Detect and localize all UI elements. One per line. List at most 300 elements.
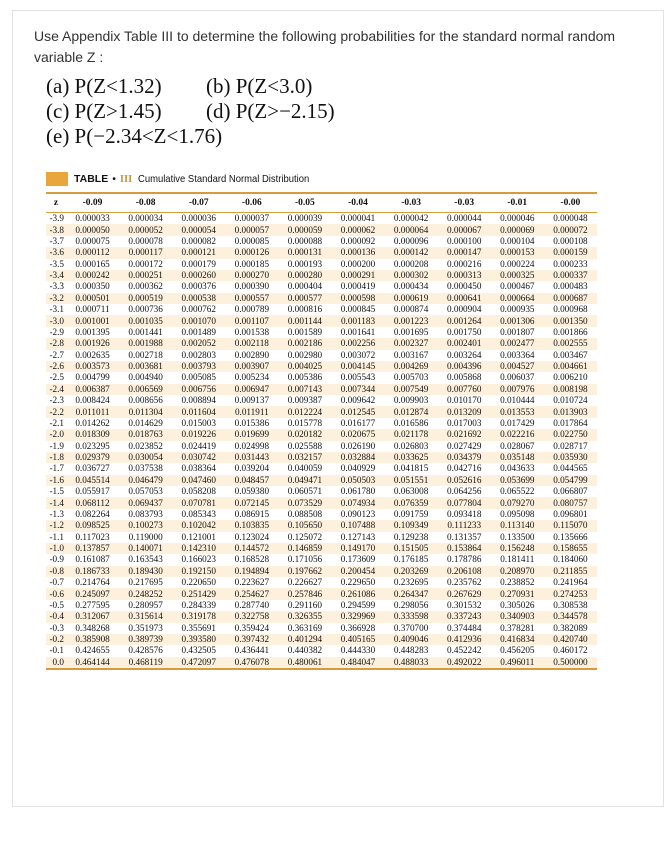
probability-cell: 0.037538 xyxy=(128,463,163,474)
probability-cell: 0.030054 xyxy=(119,452,172,463)
probability-cell: 0.038364 xyxy=(181,463,216,474)
probability-cell: 0.020675 xyxy=(331,429,384,440)
probability-cell: 0.001395 xyxy=(75,326,110,337)
probability-cell: 0.000100 xyxy=(446,235,482,246)
probability-cell: 0.009642 xyxy=(340,395,376,406)
probability-cell: 0.103835 xyxy=(225,520,278,531)
probability-cell: 0.003264 xyxy=(446,349,482,360)
probability-cell: 0.000193 xyxy=(287,258,323,269)
probability-cell: 0.000112 xyxy=(66,247,119,258)
column-header-z: z xyxy=(46,193,66,213)
probability-cell: 0.004025 xyxy=(278,361,331,372)
probability-cell: 0.053699 xyxy=(491,475,544,486)
column-header: -0.09 xyxy=(66,193,119,213)
probability-cell: 0.049471 xyxy=(278,475,331,486)
probability-cell: 0.270931 xyxy=(491,588,544,599)
probability-cell: 0.226627 xyxy=(287,577,323,588)
probability-cell: 0.133500 xyxy=(500,531,535,542)
probability-cell: 0.000054 xyxy=(172,224,225,235)
probability-cell: 0.045514 xyxy=(66,475,119,486)
probability-cell: 0.029379 xyxy=(66,452,119,463)
probability-cell: 0.393580 xyxy=(172,634,225,645)
probability-cell: 0.476078 xyxy=(225,657,278,668)
probability-cell: 0.382089 xyxy=(553,622,588,633)
probability-cell: 0.007976 xyxy=(491,384,544,395)
probability-cell: 0.238852 xyxy=(500,577,535,588)
probability-cell: 0.006947 xyxy=(225,384,278,395)
probability-cell: 0.020182 xyxy=(278,429,331,440)
probability-cell: 0.000082 xyxy=(181,235,216,246)
probability-cell: 0.000233 xyxy=(553,258,588,269)
table-header-row xyxy=(46,193,597,213)
probability-cell: 0.002980 xyxy=(287,349,323,360)
probability-cell: 0.000845 xyxy=(340,304,376,315)
probability-cell: 0.348268 xyxy=(75,622,110,633)
probability-cell: 0.050503 xyxy=(331,475,384,486)
probability-cell: 0.000242 xyxy=(66,270,119,281)
probability-cell: 0.000874 xyxy=(393,304,429,315)
probability-cell: 0.000419 xyxy=(340,281,376,292)
probability-cell: 0.217695 xyxy=(128,577,163,588)
probability-cell: 0.127143 xyxy=(340,531,376,542)
probability-cell: 0.024998 xyxy=(234,440,270,451)
table-row xyxy=(46,350,597,361)
part-a: (a) P(Z<1.32) xyxy=(46,74,162,98)
probability-cell: 0.000557 xyxy=(225,293,278,304)
probability-cell: 0.123024 xyxy=(234,531,270,542)
probability-cell: 0.076359 xyxy=(385,497,438,508)
z-table xyxy=(46,192,597,668)
probability-cell: 0.008894 xyxy=(181,395,216,406)
probability-cell: 0.000185 xyxy=(234,258,270,269)
column-header: -0.01 xyxy=(491,193,544,213)
z-value-cell: -1.3 xyxy=(49,508,64,519)
z-value-cell: -2.2 xyxy=(46,406,66,417)
probability-cell: 0.055917 xyxy=(75,486,110,497)
probability-cell: 0.041815 xyxy=(393,463,429,474)
probability-cell: 0.098525 xyxy=(66,520,119,531)
probability-cell: 0.146859 xyxy=(278,543,331,554)
probability-cell: 0.211855 xyxy=(544,566,597,577)
z-value-cell: -0.9 xyxy=(49,554,64,565)
probability-cell: 0.274253 xyxy=(544,588,597,599)
probability-cell: 0.000483 xyxy=(553,281,588,292)
probability-cell: 0.012545 xyxy=(331,406,384,417)
probability-cell: 0.030742 xyxy=(172,452,225,463)
part-e: (e) P(−2.34<Z<1.76) xyxy=(46,124,223,148)
table-label: TABLE xyxy=(74,173,109,185)
probability-cell: 0.315614 xyxy=(119,611,172,622)
probability-cell: 0.003681 xyxy=(119,361,172,372)
probability-cell: 0.000069 xyxy=(491,224,544,235)
table-row xyxy=(46,588,597,599)
probability-cell: 0.043633 xyxy=(500,463,535,474)
table-row xyxy=(46,372,597,383)
probability-cell: 0.000519 xyxy=(119,293,172,304)
z-value-cell: -0.5 xyxy=(49,599,64,610)
probability-cell: 0.001350 xyxy=(544,315,597,326)
probability-cell: 0.061780 xyxy=(340,486,376,497)
probability-cell: 0.001750 xyxy=(446,326,482,337)
probability-cell: 0.044565 xyxy=(553,463,588,474)
z-value-cell: -1.6 xyxy=(46,475,66,486)
probability-cell: 0.016177 xyxy=(340,417,376,428)
probability-cell: 0.017864 xyxy=(553,417,588,428)
probability-cell: 0.007549 xyxy=(385,384,438,395)
probability-cell: 0.370700 xyxy=(393,622,429,633)
probability-cell: 0.000251 xyxy=(119,270,172,281)
probability-cell: 0.000404 xyxy=(287,281,323,292)
probability-cell: 0.008656 xyxy=(128,395,163,406)
probability-cell: 0.001988 xyxy=(119,338,172,349)
z-value-cell: -0.4 xyxy=(46,611,66,622)
probability-cell: 0.344578 xyxy=(544,611,597,622)
probability-cell: 0.436441 xyxy=(234,645,270,656)
probability-cell: 0.021692 xyxy=(438,429,491,440)
probability-cell: 0.385908 xyxy=(66,634,119,645)
probability-cell: 0.389739 xyxy=(119,634,172,645)
z-value-cell: -2.6 xyxy=(46,361,66,372)
probability-cell: 0.025588 xyxy=(287,440,323,451)
probability-cell: 0.001070 xyxy=(172,315,225,326)
probability-cell: 0.032884 xyxy=(331,452,384,463)
probability-cell: 0.329969 xyxy=(331,611,384,622)
probability-cell: 0.000224 xyxy=(500,258,535,269)
probability-cell: 0.000390 xyxy=(234,281,270,292)
z-value-cell: -2.9 xyxy=(49,326,64,337)
z-value-cell: -2.4 xyxy=(46,384,66,395)
table-row xyxy=(46,418,597,429)
probability-cell: 0.060571 xyxy=(287,486,323,497)
table-row xyxy=(46,406,597,417)
probability-cell: 0.009903 xyxy=(393,395,429,406)
probability-cell: 0.149170 xyxy=(331,543,384,554)
probability-cell: 0.000450 xyxy=(446,281,482,292)
probability-cell: 0.254627 xyxy=(225,588,278,599)
probability-cell: 0.063008 xyxy=(393,486,429,497)
probability-cell: 0.017003 xyxy=(446,417,482,428)
probability-cell: 0.000641 xyxy=(438,293,491,304)
probability-cell: 0.125072 xyxy=(287,531,323,542)
probability-cell: 0.001441 xyxy=(128,326,163,337)
probability-cell: 0.008198 xyxy=(544,384,597,395)
probability-cell: 0.326355 xyxy=(278,611,331,622)
z-value-cell: 0.0 xyxy=(46,657,66,668)
probability-cell: 0.000042 xyxy=(393,213,429,224)
probability-cell: 0.000064 xyxy=(385,224,438,235)
table-row xyxy=(46,532,597,543)
probability-cell: 0.028717 xyxy=(553,440,588,451)
probability-cell: 0.000619 xyxy=(385,293,438,304)
probability-cell: 0.028067 xyxy=(500,440,535,451)
z-value-cell: -1.1 xyxy=(49,531,64,542)
probability-cell: 0.113140 xyxy=(491,520,544,531)
probability-cell: 0.012224 xyxy=(278,406,331,417)
probability-cell: 0.026190 xyxy=(340,440,376,451)
probability-cell: 0.374484 xyxy=(446,622,482,633)
probability-cell: 0.000711 xyxy=(75,304,110,315)
probability-cell: 0.102042 xyxy=(172,520,225,531)
probability-cell: 0.002890 xyxy=(234,349,270,360)
probability-cell: 0.129238 xyxy=(393,531,429,542)
probability-cell: 0.158655 xyxy=(544,543,597,554)
z-table-container xyxy=(46,192,597,670)
probability-cell: 0.284339 xyxy=(181,599,216,610)
probability-cell: 0.153864 xyxy=(438,543,491,554)
table-row xyxy=(46,247,597,258)
z-value-cell: -3.0 xyxy=(46,315,66,326)
probability-cell: 0.018763 xyxy=(119,429,172,440)
probability-cell: 0.000052 xyxy=(119,224,172,235)
probability-cell: 0.032157 xyxy=(278,452,331,463)
probability-cell: 0.432505 xyxy=(181,645,216,656)
probability-cell: 0.161087 xyxy=(75,554,110,565)
z-value-cell: -2.5 xyxy=(49,372,64,383)
probability-cell: 0.105650 xyxy=(278,520,331,531)
probability-cell: 0.000789 xyxy=(234,304,270,315)
probability-cell: 0.027429 xyxy=(446,440,482,451)
table-row xyxy=(46,361,597,372)
probability-cell: 0.022216 xyxy=(491,429,544,440)
probability-cell: 0.144572 xyxy=(225,543,278,554)
z-value-cell: -3.3 xyxy=(49,281,64,292)
table-row xyxy=(46,236,597,247)
probability-cell: 0.086915 xyxy=(234,508,270,519)
table-row xyxy=(46,623,597,634)
probability-cell: 0.000208 xyxy=(393,258,429,269)
question-text: Use Appendix Table III to determine the following probabilities for the standard normal random variable Z : xyxy=(34,28,616,65)
z-value-cell: -1.5 xyxy=(49,486,64,497)
table-row xyxy=(46,259,597,270)
probability-cell: 0.047460 xyxy=(172,475,225,486)
probability-cell: 0.117023 xyxy=(75,531,110,542)
probability-cell: 0.000096 xyxy=(393,235,429,246)
probability-cell: 0.006387 xyxy=(66,384,119,395)
probability-cell: 0.200454 xyxy=(331,566,384,577)
probability-cell: 0.040929 xyxy=(340,463,376,474)
probability-cell: 0.241964 xyxy=(553,577,588,588)
probability-cell: 0.000501 xyxy=(66,293,119,304)
table-row xyxy=(46,486,597,497)
probability-cell: 0.420740 xyxy=(544,634,597,645)
table-row xyxy=(46,429,597,440)
probability-cell: 0.085343 xyxy=(181,508,216,519)
probability-cell: 0.121001 xyxy=(181,531,216,542)
probability-cell: 0.000121 xyxy=(172,247,225,258)
probability-cell: 0.492022 xyxy=(438,657,491,668)
probability-cell: 0.000088 xyxy=(287,235,323,246)
probability-cell: 0.010724 xyxy=(553,395,588,406)
table-row xyxy=(46,338,597,349)
probability-cell: 0.000153 xyxy=(491,247,544,258)
probability-cell: 0.058208 xyxy=(181,486,216,497)
probability-cell: 0.091759 xyxy=(393,508,429,519)
probability-cell: 0.378281 xyxy=(500,622,535,633)
probability-cell: 0.000687 xyxy=(544,293,597,304)
probability-cell: 0.011911 xyxy=(225,406,278,417)
probability-cell: 0.366928 xyxy=(340,622,376,633)
probability-cell: 0.203269 xyxy=(385,566,438,577)
table-row xyxy=(46,543,597,554)
probability-cell: 0.000048 xyxy=(553,213,588,224)
table-row xyxy=(46,441,597,452)
probability-cell: 0.000136 xyxy=(331,247,384,258)
probability-cell: 0.000037 xyxy=(234,213,270,224)
probability-cell: 0.015778 xyxy=(287,417,323,428)
probability-cell: 0.337243 xyxy=(438,611,491,622)
probability-cell: 0.015386 xyxy=(234,417,270,428)
probability-cell: 0.178786 xyxy=(446,554,482,565)
probability-cell: 0.065522 xyxy=(500,486,535,497)
probability-cell: 0.000350 xyxy=(75,281,110,292)
probability-cell: 0.000147 xyxy=(438,247,491,258)
probability-cell: 0.068112 xyxy=(66,497,119,508)
probability-cell: 0.206108 xyxy=(438,566,491,577)
probability-cell: 0.004269 xyxy=(385,361,438,372)
probability-cell: 0.000313 xyxy=(438,270,491,281)
probability-cell: 0.042716 xyxy=(446,463,482,474)
probability-cell: 0.333598 xyxy=(385,611,438,622)
column-header: -0.03 xyxy=(438,193,491,213)
probability-cell: 0.000159 xyxy=(544,247,597,258)
probability-cell: 0.464144 xyxy=(66,657,119,668)
probability-cell: 0.444330 xyxy=(340,645,376,656)
probability-cell: 0.046479 xyxy=(119,475,172,486)
probability-cell: 0.171056 xyxy=(287,554,323,565)
probability-cell: 0.004396 xyxy=(438,361,491,372)
probability-cell: 0.000736 xyxy=(128,304,163,315)
table-row xyxy=(46,475,597,486)
probability-cell: 0.000291 xyxy=(331,270,384,281)
probability-cell: 0.319178 xyxy=(172,611,225,622)
probability-cell: 0.351973 xyxy=(128,622,163,633)
z-value-cell: -3.4 xyxy=(46,270,66,281)
table-row xyxy=(46,554,597,565)
probability-cell: 0.000337 xyxy=(544,270,597,281)
probability-cell: 0.115070 xyxy=(544,520,597,531)
probability-cell: 0.019699 xyxy=(225,429,278,440)
probability-cell: 0.013209 xyxy=(438,406,491,417)
z-value-cell: -3.8 xyxy=(46,224,66,235)
probability-cell: 0.000072 xyxy=(544,224,597,235)
probability-cell: 0.016586 xyxy=(393,417,429,428)
probability-cell: 0.019226 xyxy=(172,429,225,440)
probability-cell: 0.002052 xyxy=(172,338,225,349)
probability-cell: 0.024419 xyxy=(181,440,216,451)
probability-cell: 0.023852 xyxy=(128,440,163,451)
probability-cell: 0.109349 xyxy=(385,520,438,531)
z-value-cell: -0.3 xyxy=(49,622,64,633)
probability-cell: 0.000104 xyxy=(500,235,535,246)
probability-cell: 0.232695 xyxy=(393,577,429,588)
table-row xyxy=(46,509,597,520)
probability-cell: 0.006037 xyxy=(500,372,535,383)
probability-cell: 0.080757 xyxy=(544,497,597,508)
probability-cell: 0.000904 xyxy=(446,304,482,315)
probability-cell: 0.107488 xyxy=(331,520,384,531)
probability-cell: 0.000046 xyxy=(500,213,535,224)
probability-cell: 0.156248 xyxy=(491,543,544,554)
probability-cell: 0.005386 xyxy=(287,372,323,383)
probability-cell: 0.082264 xyxy=(75,508,110,519)
probability-cell: 0.048457 xyxy=(225,475,278,486)
probability-cell: 0.003364 xyxy=(500,349,535,360)
probability-cell: 0.004145 xyxy=(331,361,384,372)
probability-cell: 0.000325 xyxy=(491,270,544,281)
probability-cell: 0.073529 xyxy=(278,497,331,508)
probability-cell: 0.500000 xyxy=(544,657,597,668)
probability-cell: 0.022750 xyxy=(544,429,597,440)
probability-cell: 0.021178 xyxy=(385,429,438,440)
probability-cell: 0.057053 xyxy=(128,486,163,497)
probability-cell: 0.001807 xyxy=(500,326,535,337)
probability-cell: 0.168528 xyxy=(234,554,270,565)
probability-cell: 0.000036 xyxy=(181,213,216,224)
probability-cell: 0.000216 xyxy=(446,258,482,269)
probability-cell: 0.074934 xyxy=(331,497,384,508)
probability-cell: 0.005085 xyxy=(181,372,216,383)
parts-row xyxy=(46,74,335,99)
probability-cell: 0.496011 xyxy=(491,657,544,668)
probability-cell: 0.220650 xyxy=(181,577,216,588)
probability-cell: 0.000538 xyxy=(172,293,225,304)
probability-cell: 0.001001 xyxy=(66,315,119,326)
probability-cell: 0.015003 xyxy=(181,417,216,428)
probability-cell: 0.000033 xyxy=(75,213,110,224)
probability-cell: 0.277595 xyxy=(75,599,110,610)
probability-cell: 0.100273 xyxy=(119,520,172,531)
probability-cell: 0.312067 xyxy=(66,611,119,622)
probability-cell: 0.070781 xyxy=(172,497,225,508)
probability-cell: 0.000041 xyxy=(340,213,376,224)
probability-cell: 0.001306 xyxy=(491,315,544,326)
probability-cell: 0.079270 xyxy=(491,497,544,508)
z-value-cell: -0.8 xyxy=(46,566,66,577)
z-value-cell: -3.2 xyxy=(46,293,66,304)
probability-cell: 0.035930 xyxy=(544,452,597,463)
z-value-cell: -1.4 xyxy=(46,497,66,508)
probability-cell: 0.184060 xyxy=(553,554,588,565)
probability-cell: 0.000057 xyxy=(225,224,278,235)
probability-cell: 0.005543 xyxy=(340,372,376,383)
probability-cell: 0.301532 xyxy=(446,599,482,610)
probability-cell: 0.000131 xyxy=(278,247,331,258)
probability-cell: 0.151505 xyxy=(385,543,438,554)
probability-cell: 0.409046 xyxy=(385,634,438,645)
probability-cell: 0.004661 xyxy=(544,361,597,372)
probability-cell: 0.077804 xyxy=(438,497,491,508)
column-header: -0.00 xyxy=(544,193,597,213)
probability-cell: 0.006756 xyxy=(172,384,225,395)
probability-cell: 0.003072 xyxy=(340,349,376,360)
probability-cell: 0.036727 xyxy=(75,463,110,474)
z-value-cell: -3.7 xyxy=(49,235,64,246)
table-separator: • xyxy=(112,173,116,185)
table-row xyxy=(46,293,597,304)
z-value-cell: -2.8 xyxy=(46,338,66,349)
probability-cell: 0.001264 xyxy=(438,315,491,326)
probability-cell: 0.005868 xyxy=(446,372,482,383)
probability-cell: 0.003573 xyxy=(66,361,119,372)
probability-cell: 0.052616 xyxy=(438,475,491,486)
probability-cell: 0.186733 xyxy=(66,566,119,577)
probability-cell: 0.192150 xyxy=(172,566,225,577)
probability-cell: 0.261086 xyxy=(331,588,384,599)
probability-cell: 0.264347 xyxy=(385,588,438,599)
table-title: Cumulative Standard Normal Distribution xyxy=(138,173,310,185)
probability-cell: 0.448283 xyxy=(393,645,429,656)
probability-cell: 0.287740 xyxy=(234,599,270,610)
